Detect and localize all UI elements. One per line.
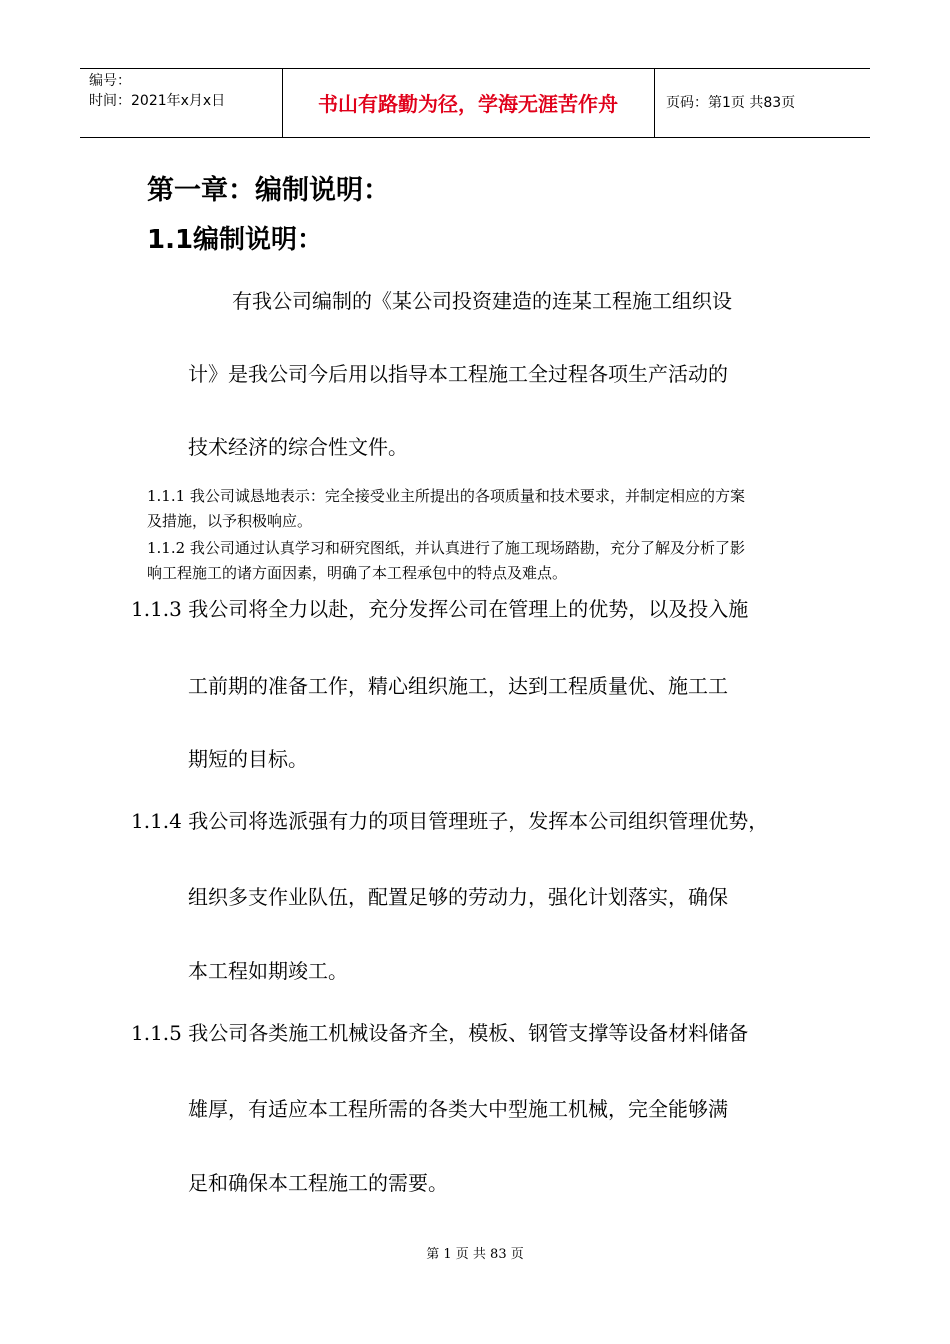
intro-line: 技术经济的综合性文件。 <box>188 435 408 459</box>
header-motto: 书山有路勤为径，学海无涯苦作舟 <box>318 92 618 116</box>
clause-1-1-4-line: 1.1.4 我公司将选派强有力的项目管理班子，发挥本公司组织管理优势， <box>131 809 769 833</box>
intro-line: 有我公司编制的《某公司投资建造的连某工程施工组织设 <box>232 289 732 313</box>
clause-1-1-3-line: 期短的目标。 <box>188 747 308 771</box>
clause-1-1-1-line: 及措施，以予积极响应。 <box>147 512 313 530</box>
section-title: 1.1编制说明： <box>147 225 324 255</box>
clause-1-1-2-line: 1.1.2 我公司通过认真学习和研究图纸，并认真进行了施工现场踏勘，充分了解及分析了影 <box>147 539 745 557</box>
clause-1-1-5-line: 1.1.5 我公司各类施工机械设备齐全，模板、钢管支撑等设备材料储备 <box>131 1021 749 1045</box>
chapter-title: 第一章：编制说明： <box>147 175 390 206</box>
clause-1-1-5-line: 足和确保本工程施工的需要。 <box>188 1171 448 1195</box>
intro-line: 计》是我公司今后用以指导本工程施工全过程各项生产活动的 <box>188 362 728 386</box>
document-time-label: 时间：2021年x月x日 <box>89 93 226 109</box>
header-meta-cell <box>80 69 283 137</box>
header-page-cell <box>654 69 870 137</box>
clause-1-1-5-line: 雄厚，有适应本工程所需的各类大中型施工机械，完全能够满 <box>188 1097 728 1121</box>
clause-1-1-2-line: 响工程施工的诸方面因素，明确了本工程承包中的特点及难点。 <box>147 564 568 582</box>
document-number-label: 编号： <box>89 73 131 89</box>
clause-1-1-4-line: 组织多支作业队伍，配置足够的劳动力，强化计划落实，确保 <box>188 885 728 909</box>
clause-1-1-4-line: 本工程如期竣工。 <box>188 959 348 983</box>
page-footer: 第 1 页 共 83 页 <box>426 1247 524 1262</box>
header-page-info: 页码：第1页 共83页 <box>666 95 796 111</box>
clause-1-1-1-line: 1.1.1 我公司诚恳地表示：完全接受业主所提出的各项质量和技术要求，并制定相应的方案 <box>147 487 745 505</box>
clause-1-1-3-line: 1.1.3 我公司将全力以赴，充分发挥公司在管理上的优势，以及投入施 <box>131 597 749 621</box>
clause-1-1-3-line: 工前期的准备工作，精心组织施工，达到工程质量优、施工工 <box>188 674 728 698</box>
header-motto-cell <box>282 69 655 137</box>
page-header <box>80 68 870 138</box>
